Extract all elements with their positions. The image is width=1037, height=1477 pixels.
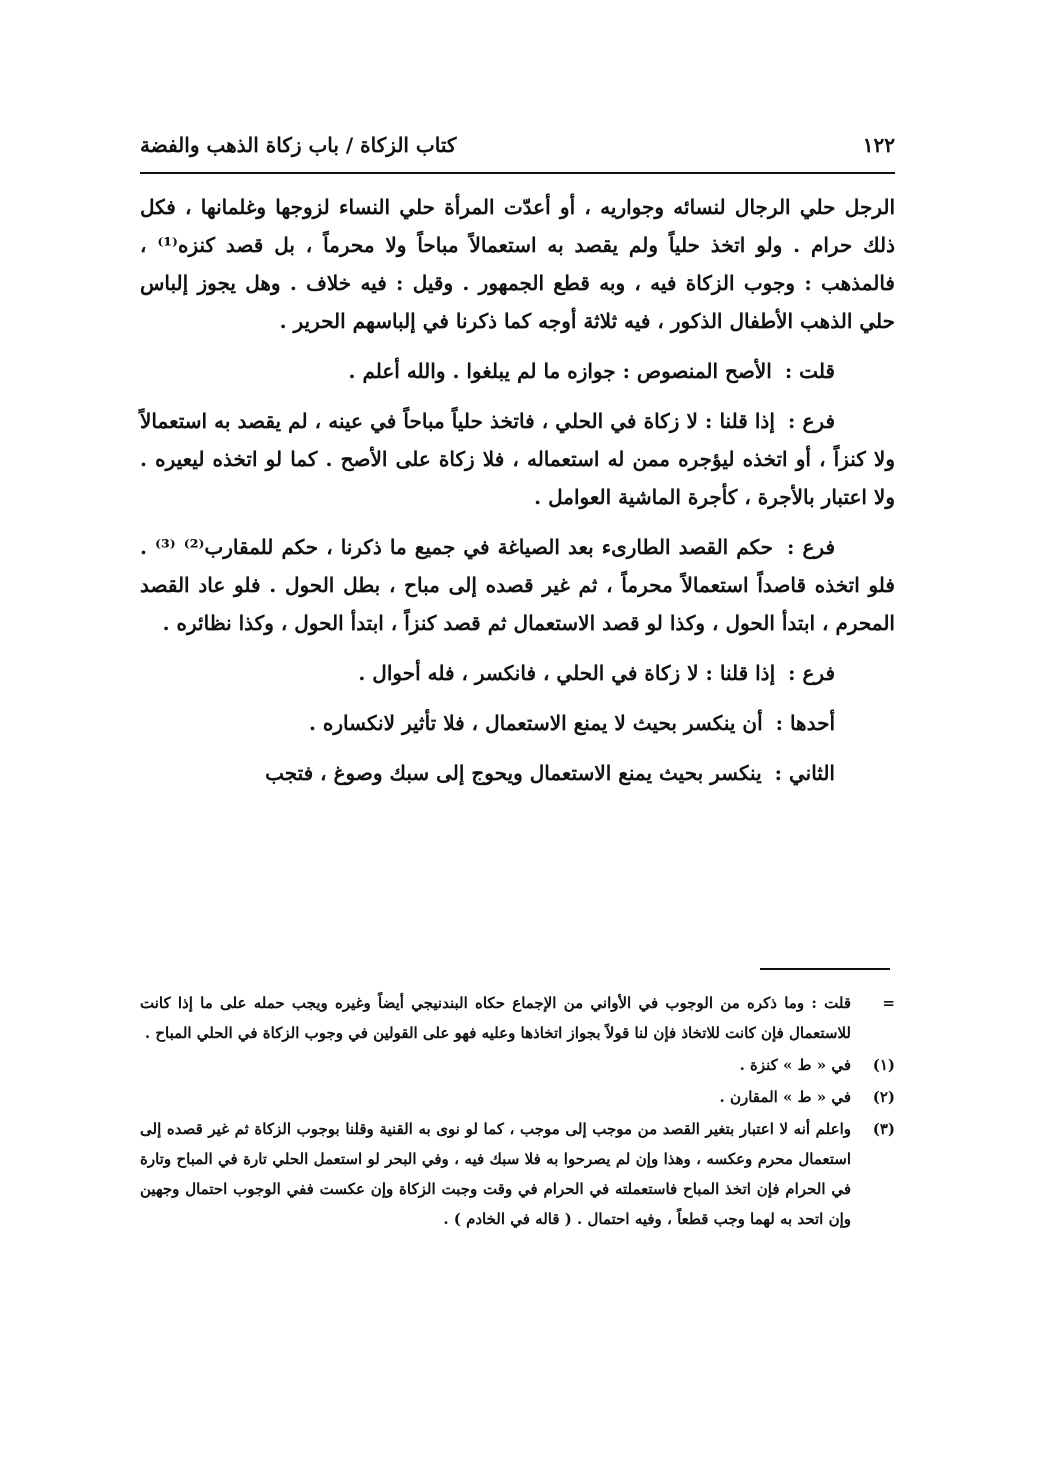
paragraph-lead: أحدها : [775, 711, 835, 735]
paragraph-lead: فرع : [787, 535, 835, 559]
paragraph [140, 352, 895, 390]
paragraph-text: أن ينكسر بحيث لا يمنع الاستعمال ، فلا تأثير لانكساره . [308, 711, 763, 735]
footnote-item [140, 1082, 895, 1112]
paragraph [140, 188, 895, 340]
paragraph-text: حكم القصد الطارىء بعد الصياغة في جميع ما ذكرنا ، حكم للمقارب⁽²⁾ ⁽³⁾ . فلو اتخذه قاصداً استعمالاً محرماً ، ثم غير قصده إلى مباح ، بطل الحول . فلو عاد القصد المحرم ، ابتدأ الحول ، وكذا لو قصد الاستعمال ثم قصد كنزاً ، ابتدأ الحول ، وكذا نظائره . [140, 535, 895, 635]
main-text [140, 188, 895, 804]
paragraph-lead: فرع : [788, 661, 835, 685]
paragraph-lead: قلت : [784, 359, 835, 383]
paragraph [140, 654, 895, 692]
footnote-item [140, 988, 895, 1048]
paragraph-lead: الثاني : [774, 761, 835, 785]
footnote-text: واعلم أنه لا اعتبار بتغير القصد من موجب إلى موجب ، كما لو نوى به القنية وقلنا بوجوب الزكاة ثم غير قصده إلى استعمال محرم وعكسه ، وهذا وإن لم يصرحوا به فلا سبك فيه ، وفي البحر لو استعمل الحلي تارة في المباح وتارة في الحرام فإن اتخذ المباح فاستعملته في الحرام في وقت وجبت الزكاة وإن عكست ففي الوجوب احتمال وجهين وإن اتحد به لهما وجب قطعاً ، وفيه احتمال . ( قاله في الخادم ) . [140, 1120, 851, 1228]
page-header [140, 125, 895, 165]
footnote-marker: (٢) [872, 1088, 895, 1106]
paragraph [140, 402, 895, 516]
footnotes [140, 988, 895, 1236]
footnote-item [140, 1050, 895, 1080]
page-number: ١٢٢ [862, 133, 895, 157]
paragraph-text: الأصح المنصوص : جوازه ما لم يبلغوا . والله أعلم . [348, 359, 772, 383]
paragraph-text: إذا قلنا : لا زكاة في الحلي ، فانكسر ، فله أحوال . [358, 661, 776, 685]
paragraph-lead: فرع : [787, 409, 835, 433]
header-divider [140, 172, 895, 174]
footnote-marker: (١) [872, 1056, 895, 1074]
footnote-text: في « ط » كنزة . [739, 1056, 851, 1074]
paragraph [140, 704, 895, 742]
footnote-text: في « ط » المقارن . [719, 1088, 851, 1106]
paragraph-text: ينكسر بحيث يمنع الاستعمال ويحوج إلى سبك وصوغ ، فتجب [265, 761, 762, 785]
footnote-divider [760, 968, 890, 970]
paragraph-text: الرجل حلي الرجال لنسائه وجواريه ، أو أعدّت المرأة حلي النساء لزوجها وغلمانها ، فكل ذلك حرام . ولو اتخذ حلياً ولم يقصد به استعمالاً مباحاً ولا محرماً ، بل قصد كنزه⁽¹⁾ ، فالمذهب : وجوب الزكاة فيه ، وبه قطع الجمهور . وقيل : فيه خلاف . وهل يجوز إلباس حلي الذهب الأطفال الذكور ، فيه ثلاثة أوجه كما ذكرنا في إلباسهم الحرير . [140, 195, 896, 333]
running-title: كتاب الزكاة / باب زكاة الذهب والفضة [140, 133, 457, 157]
footnote-text: قلت : وما ذكره من الوجوب في الأواني من الإجماع حكاه البندنيجي أيضاً وغيره ويجب حمله على ما إذا كانت للاستعمال فإن كانت للاتخاذ فإن لنا قولاً بجواز اتخاذها وعليه فهو على القولين في وجوب الزكاة في الحلي المباح . [140, 994, 851, 1042]
paragraph [140, 754, 895, 792]
footnote-marker: = [882, 994, 895, 1012]
footnote-item [140, 1114, 895, 1234]
footnote-marker: (٣) [872, 1120, 895, 1138]
paragraph-text: إذا قلنا : لا زكاة في الحلي ، فاتخذ حلياً مباحاً في عينه ، لم يقصد به استعمالاً ولا كنزاً ، أو اتخذه ليؤجره ممن له استعماله ، فلا زكاة على الأصح . كما لو اتخذه ليعيره . ولا اعتبار بالأجرة ، كأجرة الماشية العوامل . [140, 409, 895, 509]
paragraph [140, 528, 895, 642]
